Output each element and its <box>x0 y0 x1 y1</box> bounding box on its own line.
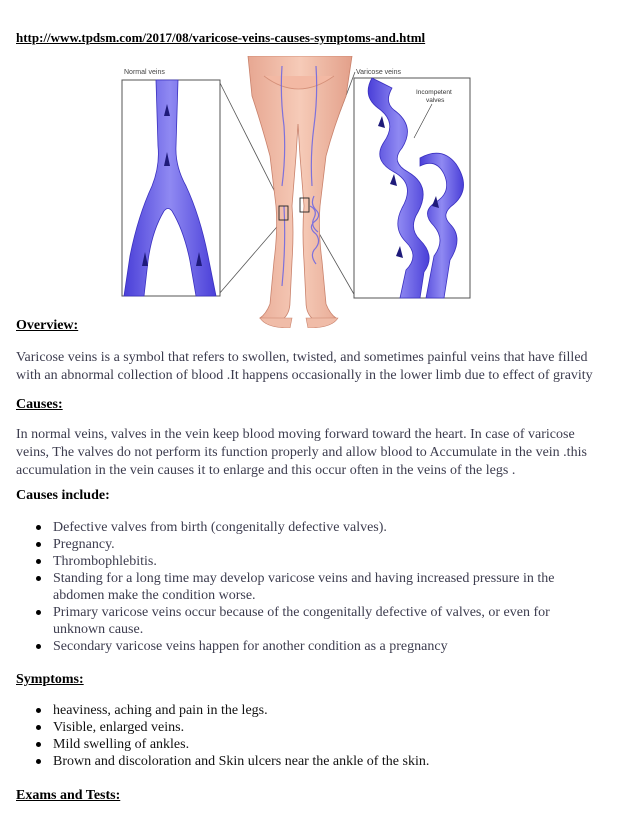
causes-line: In normal veins, valves in the vein keep blood moving forward toward the heart. In case of varicose <box>16 427 575 442</box>
list-item: heaviness, aching and pain in the legs. <box>16 702 616 719</box>
bullet-icon <box>36 742 41 747</box>
varicose-veins-label: Varicose veins <box>356 69 402 76</box>
list-item: Brown and discoloration and Skin ulcers near the ankle of the skin. <box>16 753 616 770</box>
causes-include-heading: Causes include: <box>16 488 110 503</box>
list-item: Secondary varicose veins happen for another condition as a pregnancy <box>16 638 616 655</box>
bullet-icon <box>36 708 41 713</box>
causes-include-list <box>16 519 616 655</box>
varicose-veins-inset <box>354 78 470 298</box>
causes-paragraph <box>16 426 626 480</box>
bullet-icon <box>36 542 41 547</box>
bullet-icon <box>36 725 41 730</box>
list-item: Mild swelling of ankles. <box>16 736 616 753</box>
causes-line: veins, The valves do not perform its function properly and allow blood to Accumulate in the vein .this <box>16 445 587 460</box>
symptoms-heading: Symptoms: <box>16 672 84 687</box>
normal-veins-label: Normal veins <box>124 69 165 76</box>
list-item: Thrombophlebitis. <box>16 553 616 570</box>
symptoms-list <box>16 702 616 770</box>
incompetent-valves-label-2: valves <box>426 97 445 104</box>
legs-figure <box>248 56 352 328</box>
overview-paragraph <box>16 349 626 385</box>
source-url-link[interactable]: http://www.tpdsm.com/2017/08/varicose-veins-causes-symptoms-and.html <box>16 30 426 45</box>
bullet-icon <box>36 610 41 615</box>
incompetent-valves-label-1: Incompetent <box>416 89 452 96</box>
exams-heading: Exams and Tests: <box>16 788 121 803</box>
overview-line: with an abnormal collection of blood .It happens occasionally in the lower limb due to effect of gravity <box>16 368 593 383</box>
bullet-icon <box>36 559 41 564</box>
list-item: Pregnancy. <box>16 536 616 553</box>
varicose-veins-illustration <box>120 56 480 328</box>
list-item: Defective valves from birth (congenitally defective valves). <box>16 519 616 536</box>
bullet-icon <box>36 576 41 581</box>
overview-heading: Overview: <box>16 318 79 333</box>
overview-line: Varicose veins is a symbol that refers to swollen, twisted, and sometimes painful veins that have filled <box>16 350 588 365</box>
list-item: Primary varicose veins occur because of the congenitally defective of valves, or even for unknown cause. <box>16 604 616 638</box>
bullet-icon <box>36 644 41 649</box>
bullet-icon <box>36 525 41 530</box>
bullet-icon <box>36 759 41 764</box>
list-item: Visible, enlarged veins. <box>16 719 616 736</box>
causes-line: accumulation in the vein causes it to enlarge and this occur often in the veins of the legs . <box>16 463 516 478</box>
list-item: Standing for a long time may develop varicose veins and having increased pressure in the abdomen make the condition worse. <box>16 570 616 604</box>
causes-heading: Causes: <box>16 397 63 412</box>
normal-veins-inset <box>122 80 220 296</box>
